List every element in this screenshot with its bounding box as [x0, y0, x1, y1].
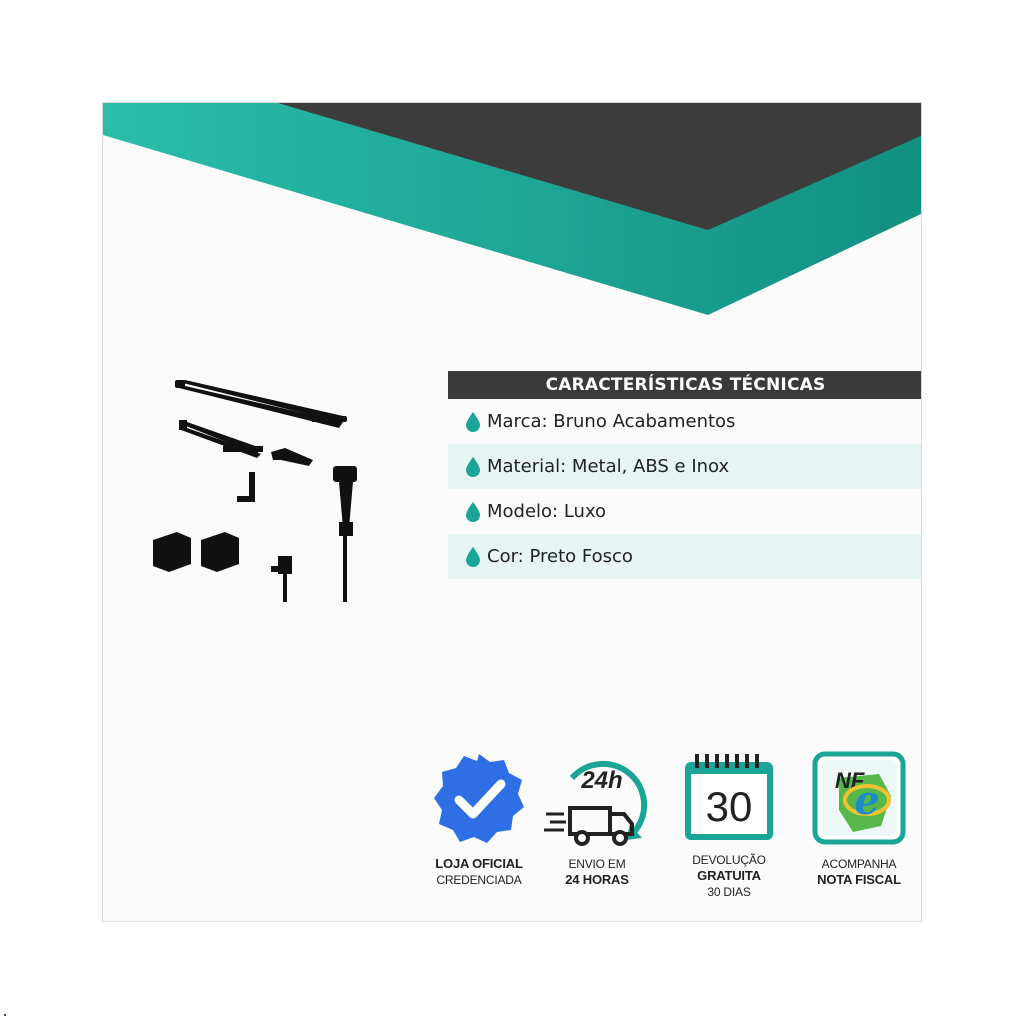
spec-row-color	[448, 534, 922, 579]
badge-invoice-line2: NOTA FISCAL	[817, 872, 901, 887]
spec-label: Marca: Bruno Acabamentos	[487, 411, 736, 432]
spec-row-material	[448, 444, 922, 489]
badge-returns-icon-text: 30	[705, 783, 753, 830]
spec-row-brand	[448, 399, 922, 444]
water-drop-icon	[464, 546, 482, 568]
badge-shipping-line2: 24 HORAS	[565, 872, 629, 887]
water-drop-icon	[464, 501, 482, 523]
badge-official-line2: CREDENCIADA	[436, 873, 522, 887]
badge-invoice	[799, 748, 919, 888]
badge-shipping	[537, 748, 657, 888]
verified-badge-icon	[429, 748, 529, 848]
badge-official-line1: LOJA OFICIAL	[435, 856, 523, 871]
specs-title: CARACTERÍSTICAS TÉCNICAS	[448, 371, 922, 399]
badge-returns-line3: 30 DIAS	[707, 885, 751, 899]
trust-badges	[419, 748, 919, 918]
water-drop-icon	[464, 411, 482, 433]
badge-shipping-icon-text: 24h	[581, 767, 623, 794]
badge-shipping-line1: ENVIO EM	[568, 857, 626, 871]
badge-invoice-icon-letter: e	[854, 777, 880, 824]
spec-row-model	[448, 489, 922, 534]
badge-invoice-icon-text: NF	[835, 768, 865, 793]
spec-label: Cor: Preto Fosco	[487, 546, 633, 567]
badge-returns-line1: DEVOLUÇÃO	[692, 853, 766, 867]
nfe-invoice-icon	[809, 748, 909, 848]
badge-official-store	[419, 748, 539, 888]
spec-label: Material: Metal, ABS e Inox	[487, 456, 730, 477]
header-banner	[103, 103, 922, 343]
delivery-truck-icon	[542, 748, 652, 852]
badge-returns-line2: GRATUITA	[697, 868, 761, 883]
bathroom-accessories-kit-image	[143, 368, 383, 608]
badge-invoice-line1: ACOMPANHA	[821, 857, 897, 871]
badge-returns	[669, 748, 789, 900]
product-info-card	[102, 102, 922, 922]
calendar-icon	[679, 748, 779, 848]
spec-label: Modelo: Luxo	[487, 501, 607, 522]
water-drop-icon	[464, 456, 482, 478]
corner-dot	[4, 1014, 6, 1016]
technical-specs-table	[448, 371, 922, 579]
